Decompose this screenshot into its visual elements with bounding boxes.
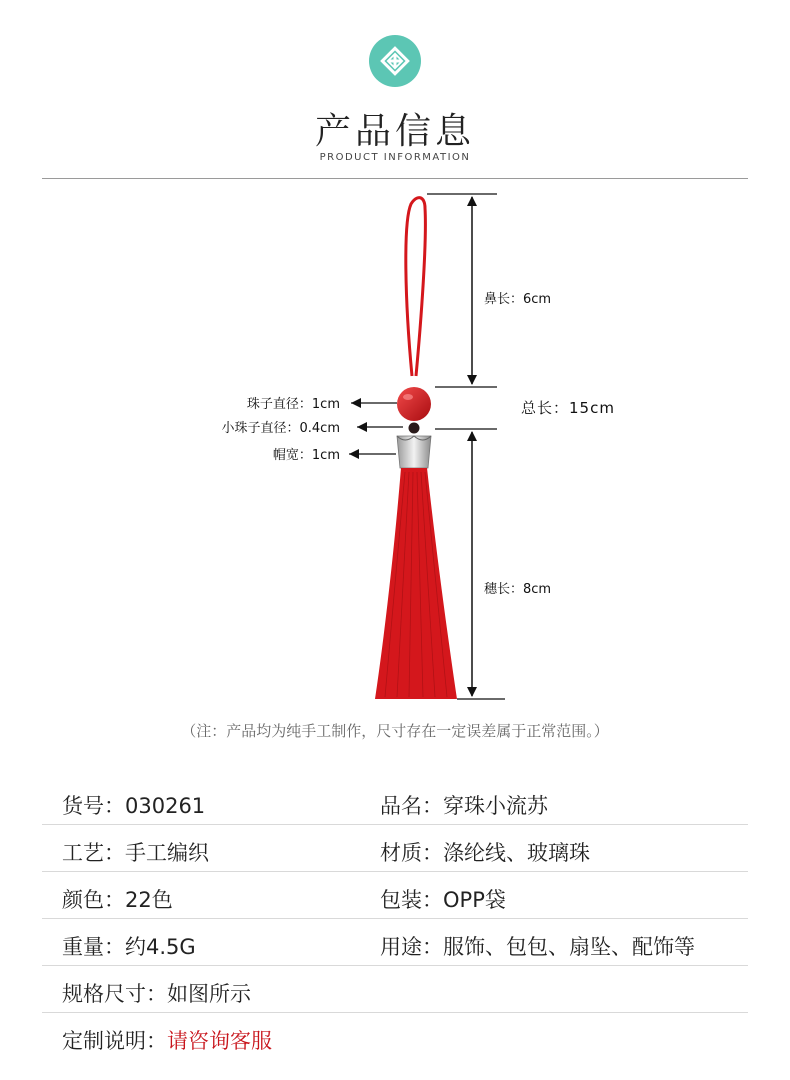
spec-row bbox=[42, 1013, 748, 1059]
cap-width-label: 帽宽：1cm bbox=[272, 448, 340, 463]
brand-logo-icon bbox=[369, 35, 421, 87]
small-bead-diameter-label: 小珠子直径：0.4cm bbox=[221, 421, 340, 436]
spec-row bbox=[42, 919, 748, 966]
tassel-cap bbox=[397, 436, 431, 468]
endless-knot-icon bbox=[377, 43, 413, 79]
spec-row bbox=[42, 872, 748, 919]
spec-custom bbox=[62, 1025, 272, 1055]
spec-product-name: 品名：穿珠小流苏 bbox=[380, 794, 548, 818]
spec-size: 规格尺寸：如图所示 bbox=[62, 982, 251, 1006]
loop-length-label: 鼻长：6cm bbox=[484, 292, 552, 307]
header-divider bbox=[42, 178, 748, 179]
hanging-loop bbox=[406, 198, 426, 376]
small-bead bbox=[409, 423, 420, 434]
spec-weight: 重量：约4.5G bbox=[62, 935, 196, 959]
spec-row bbox=[42, 778, 748, 825]
spec-color: 颜色：22色 bbox=[62, 888, 173, 912]
product-dimension-figure bbox=[135, 182, 700, 735]
tassel-threads bbox=[375, 468, 457, 699]
page-subtitle: PRODUCT INFORMATION bbox=[319, 152, 471, 163]
spec-row bbox=[42, 825, 748, 872]
tassel-length-label: 穗长：8cm bbox=[484, 582, 552, 597]
spec-material: 材质：涤纶线、玻璃珠 bbox=[380, 841, 590, 865]
spec-custom-label: 定制说明： bbox=[62, 1029, 167, 1053]
contact-service-link[interactable]: 请咨询客服 bbox=[167, 1029, 272, 1053]
spec-packaging: 包装：OPP袋 bbox=[380, 888, 506, 912]
spec-item-no: 货号：030261 bbox=[62, 794, 206, 818]
glass-bead bbox=[397, 387, 431, 421]
bead-diameter-label: 珠子直径：1cm bbox=[246, 397, 340, 412]
spec-row bbox=[42, 966, 748, 1013]
page-title: 产品信息 bbox=[314, 111, 475, 152]
handmade-note: （注：产品均为纯手工制作，尺寸存在一定误差属于正常范围。） bbox=[181, 722, 609, 740]
spec-craft: 工艺：手工编织 bbox=[62, 841, 209, 865]
spec-table bbox=[42, 778, 748, 1059]
total-length-label: 总长：15cm bbox=[521, 399, 615, 417]
spec-usage: 用途：服饰、包包、扇坠、配饰等 bbox=[380, 935, 695, 959]
